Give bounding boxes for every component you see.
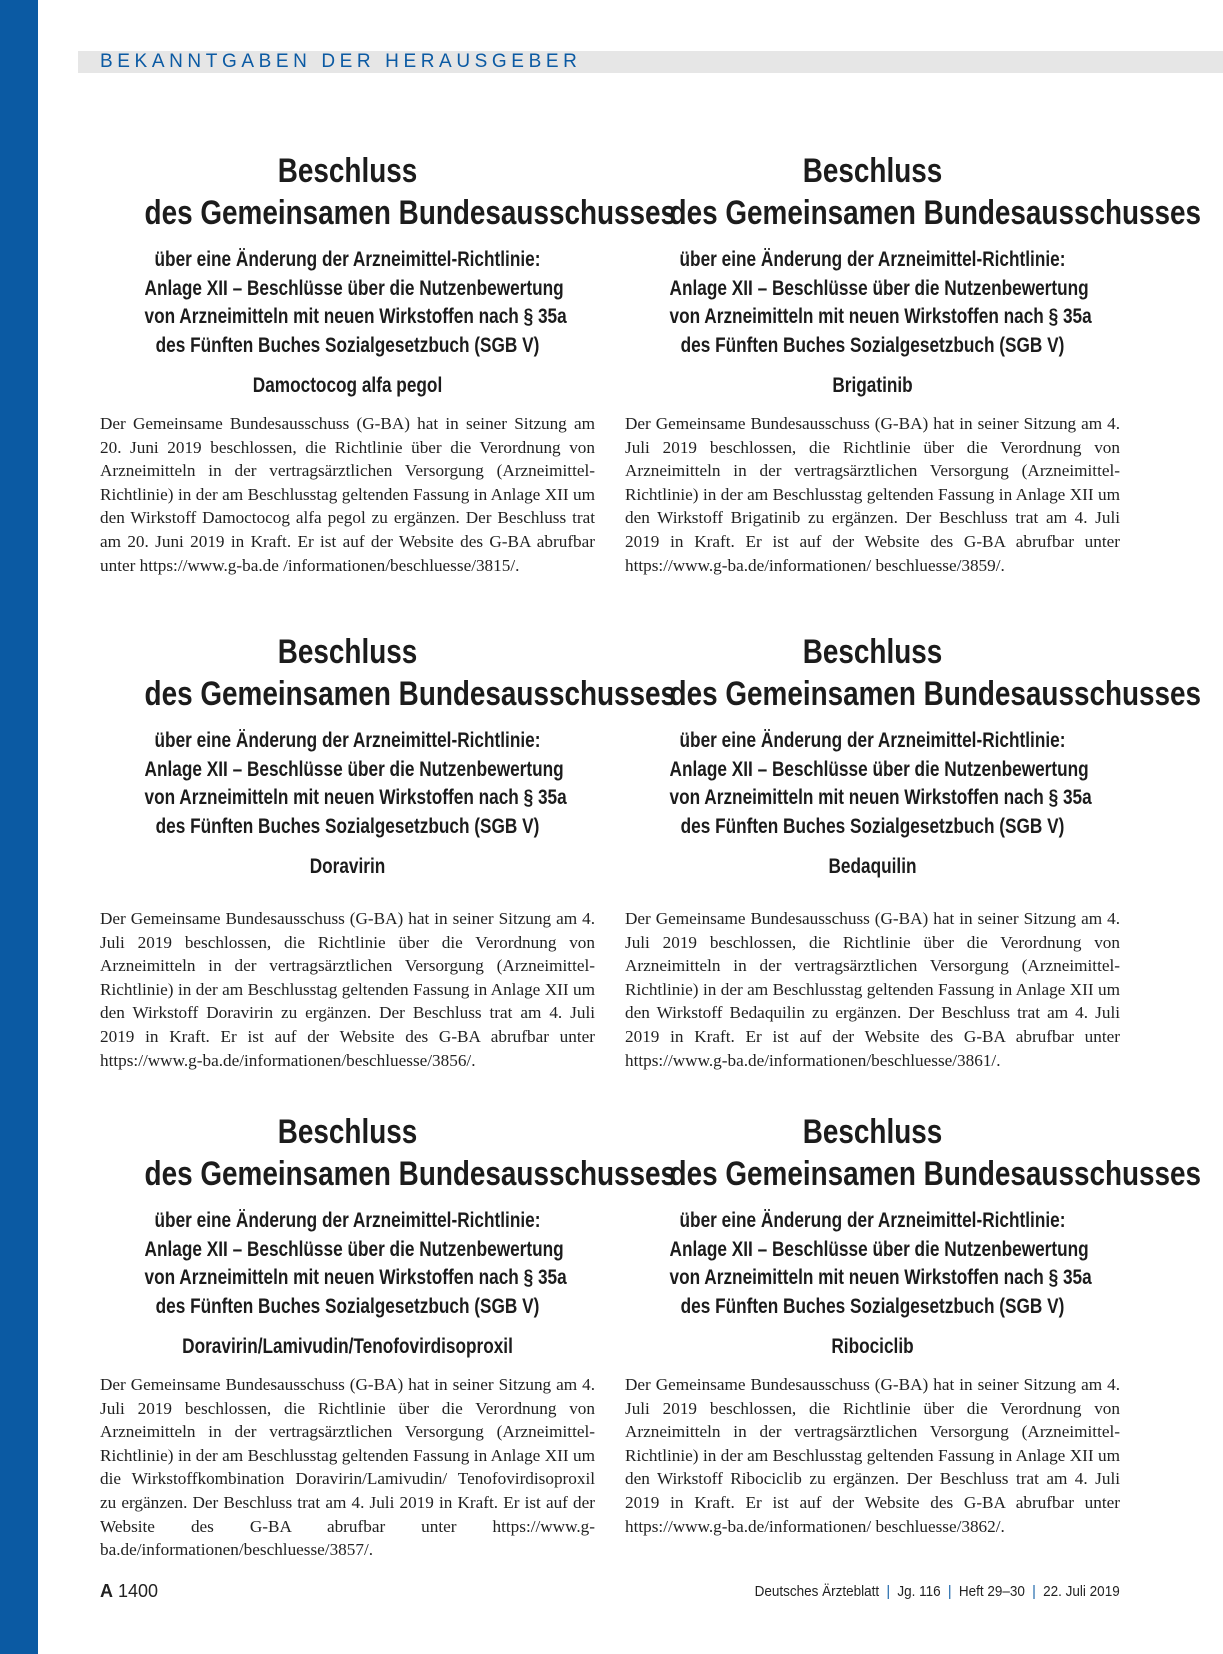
notice-subtitle-line: von Arzneimitteln mit neuen Wirkstoffen nach § 35a (669, 786, 1092, 809)
notice-subtitle-line: Anlage XII – Beschlüsse über die Nutzenbewertung (669, 1237, 1089, 1261)
notice-body: Der Gemeinsame Bundesausschuss (G-BA) hat in seiner Sitzung am 4. Juli 2019 beschlossen, die Richtlinie über die Verordnung von Arzneimitteln in der vertragsärztlichen Versorgung (Arzneimittel-Richtlinie) in der am Beschlusstag geltenden Fassung in Anlage XII um den Wirkstoff Bedaquilin zu ergänzen. Der Beschluss trat am 4. Juli 2019 in Kraft. Er ist auf der Website des G-BA abrufbar unter https://www.g-ba.de/informationen/beschluesse/3861/. (625, 909, 1120, 1070)
notice-title-line2: des Gemeinsamen Bundesausschusses (144, 194, 677, 232)
notice (625, 150, 1202, 577)
notice-title-line2: des Gemeinsamen Bundesausschusses (144, 1155, 677, 1193)
side-color-bar (0, 0, 38, 1654)
footer-separator: | (886, 1583, 891, 1600)
notice-subtitle-line: über eine Änderung der Arzneimittel-Richtlinie: (679, 248, 1066, 271)
notice-drug-name: Doravirin (309, 855, 386, 878)
journal-issue: Heft 29–30 (959, 1583, 1026, 1600)
notice-subtitle-line: Anlage XII – Beschlüsse über die Nutzenbewertung (669, 276, 1089, 300)
notice-subtitle-line: des Fünften Buches Sozialgesetzbuch (SGB V) (680, 333, 1065, 357)
journal-volume: Jg. 116 (897, 1583, 941, 1600)
notice-subtitle-line: Anlage XII – Beschlüsse über die Nutzenbewertung (144, 276, 564, 300)
page-prefix: A (100, 1581, 113, 1601)
notice-subtitle-line: des Fünften Buches Sozialgesetzbuch (SGB V) (155, 1294, 540, 1318)
notice (625, 631, 1202, 1072)
notice-subtitle-line: von Arzneimitteln mit neuen Wirkstoffen nach § 35a (144, 786, 567, 809)
notice (625, 1111, 1202, 1538)
notice-title-line2: des Gemeinsamen Bundesausschusses (669, 194, 1202, 232)
notice-subtitle-line: von Arzneimitteln mit neuen Wirkstoffen nach § 35a (144, 305, 567, 328)
notice-subtitle-line: über eine Änderung der Arzneimittel-Richtlinie: (154, 248, 541, 271)
notice-title: Beschluss (277, 1113, 418, 1151)
notice-title: Beschluss (802, 633, 943, 671)
notice-subtitle-line: über eine Änderung der Arzneimittel-Richtlinie: (154, 729, 541, 752)
notice (100, 631, 677, 1072)
notice-body: Der Gemeinsame Bundesausschuss (G-BA) hat in seiner Sitzung am 4. Juli 2019 beschlossen, die Richtlinie über die Verordnung von Arzneimitteln in der vertragsärztlichen Versorgung (Arzneimittel-Richtlinie) in der am Beschlusstag geltenden Fassung in Anlage XII um den Wirkstoff Ribociclib zu ergänzen. Der Beschluss trat am 4. Juli 2019 in Kraft. Er ist auf der Website des G-BA abrufbar unter https://www.g-ba.de/informationen/ beschluesse/3862/. (625, 1375, 1120, 1536)
notice-drug-name: Damoctocog alfa pegol (252, 374, 443, 397)
footer-separator: | (1032, 1583, 1037, 1600)
notice-body: Der Gemeinsame Bundesausschuss (G-BA) hat in seiner Sitzung am 4. Juli 2019 beschlossen, die Richtlinie über die Verordnung von Arzneimitteln in der vertragsärztlichen Versorgung (Arzneimittel-Richtlinie) in der am Beschlusstag geltenden Fassung in Anlage XII um den Wirkstoff Brigatinib zu ergänzen. Der Beschluss trat am 4. Juli 2019 in Kraft. Er ist auf der Website des G-BA abrufbar unter https://www.g-ba.de/informationen/ beschluesse/3859/. (625, 414, 1120, 575)
notice-subtitle-line: Anlage XII – Beschlüsse über die Nutzenbewertung (144, 1237, 564, 1261)
notice-subtitle-line: Anlage XII – Beschlüsse über die Nutzenbewertung (144, 757, 564, 781)
notice-title: Beschluss (277, 633, 418, 671)
notice-title: Beschluss (802, 152, 943, 190)
notice-drug-name: Brigatinib (832, 374, 913, 397)
notice-title-line2: des Gemeinsamen Bundesausschusses (669, 675, 1202, 713)
footer-separator: | (948, 1583, 952, 1600)
notice-subtitle-line: über eine Änderung der Arzneimittel-Richtlinie: (679, 729, 1066, 752)
journal-footer (755, 1583, 1120, 1600)
section-header: BEKANNTGABEN DER HERAUSGEBER (100, 51, 582, 72)
notice-title: Beschluss (277, 152, 418, 190)
notice-body: Der Gemeinsame Bundesausschuss (G-BA) hat in seiner Sitzung am 20. Juni 2019 beschlossen, die Richtlinie über die Verordnung von Arzneimitteln in der vertragsärztlichen Versorgung (Arzneimittel-Richtlinie) in der am Beschlusstag geltenden Fassung in Anlage XII um den Wirkstoff Damoctocog alfa pegol zu ergänzen. Der Beschluss trat am 20. Juni 2019 in Kraft. Er ist auf der Website des G-BA abrufbar unter https://www.g-ba.de /informationen/beschluesse/3815/. (100, 414, 595, 575)
notice-drug-name: Bedaquilin (828, 855, 917, 878)
notice-subtitle-line: des Fünften Buches Sozialgesetzbuch (SGB V) (155, 333, 540, 357)
notice-subtitle-line: von Arzneimitteln mit neuen Wirkstoffen nach § 35a (669, 1266, 1092, 1289)
notice-title-line2: des Gemeinsamen Bundesausschusses (144, 675, 677, 713)
notice-subtitle-line: des Fünften Buches Sozialgesetzbuch (SGB V) (155, 814, 540, 838)
notice-subtitle-line: des Fünften Buches Sozialgesetzbuch (SGB V) (680, 814, 1065, 838)
notice-drug-name: Doravirin/Lamivudin/Tenofovirdisoproxil (182, 1335, 513, 1358)
page-number (100, 1581, 158, 1602)
page-number-value: 1400 (118, 1581, 159, 1601)
notice-subtitle-line: über eine Änderung der Arzneimittel-Richtlinie: (154, 1209, 541, 1232)
notice-drug-name: Ribociclib (831, 1335, 914, 1358)
notice-subtitle-line: Anlage XII – Beschlüsse über die Nutzenbewertung (669, 757, 1089, 781)
notice (100, 150, 677, 577)
notice (100, 1111, 677, 1562)
journal-name: Deutsches Ärzteblatt (754, 1583, 880, 1600)
notice-body: Der Gemeinsame Bundesausschuss (G-BA) hat in seiner Sitzung am 4. Juli 2019 beschlossen, die Richtlinie über die Verordnung von Arzneimitteln in der vertragsärztlichen Versorgung (Arzneimittel-Richtlinie) in der am Beschlusstag geltenden Fassung in Anlage XII um den Wirkstoff Doravirin zu ergänzen. Der Beschluss trat am 4. Juli 2019 in Kraft. Er ist auf der Website des G-BA abrufbar unter https://www.g-ba.de/informationen/beschluesse/3856/. (100, 909, 595, 1070)
notice-subtitle-line: über eine Änderung der Arzneimittel-Richtlinie: (679, 1209, 1066, 1232)
journal-date: 22. Juli 2019 (1043, 1583, 1120, 1600)
notice-title-line2: des Gemeinsamen Bundesausschusses (669, 1155, 1202, 1193)
notice-subtitle-line: von Arzneimitteln mit neuen Wirkstoffen nach § 35a (669, 305, 1092, 328)
notice-title: Beschluss (802, 1113, 943, 1151)
notice-body: Der Gemeinsame Bundesausschuss (G-BA) hat in seiner Sitzung am 4. Juli 2019 beschlossen, die Richtlinie über die Verordnung von Arzneimitteln in der vertragsärztlichen Versorgung (Arzneimittel-Richtlinie) in der am Beschlusstag geltenden Fassung in Anlage XII um die Wirkstoffkombination Doravirin/Lamivudin/ Tenofovirdisoproxil zu ergänzen. Der Beschluss trat am 4. Juli 2019 in Kraft. Er ist auf der Website des G-BA abrufbar unter https://www.g-ba.de/informationen/beschluesse/3857/. (100, 1375, 595, 1560)
notice-subtitle-line: von Arzneimitteln mit neuen Wirkstoffen nach § 35a (144, 1266, 567, 1289)
notice-subtitle-line: des Fünften Buches Sozialgesetzbuch (SGB V) (680, 1294, 1065, 1318)
